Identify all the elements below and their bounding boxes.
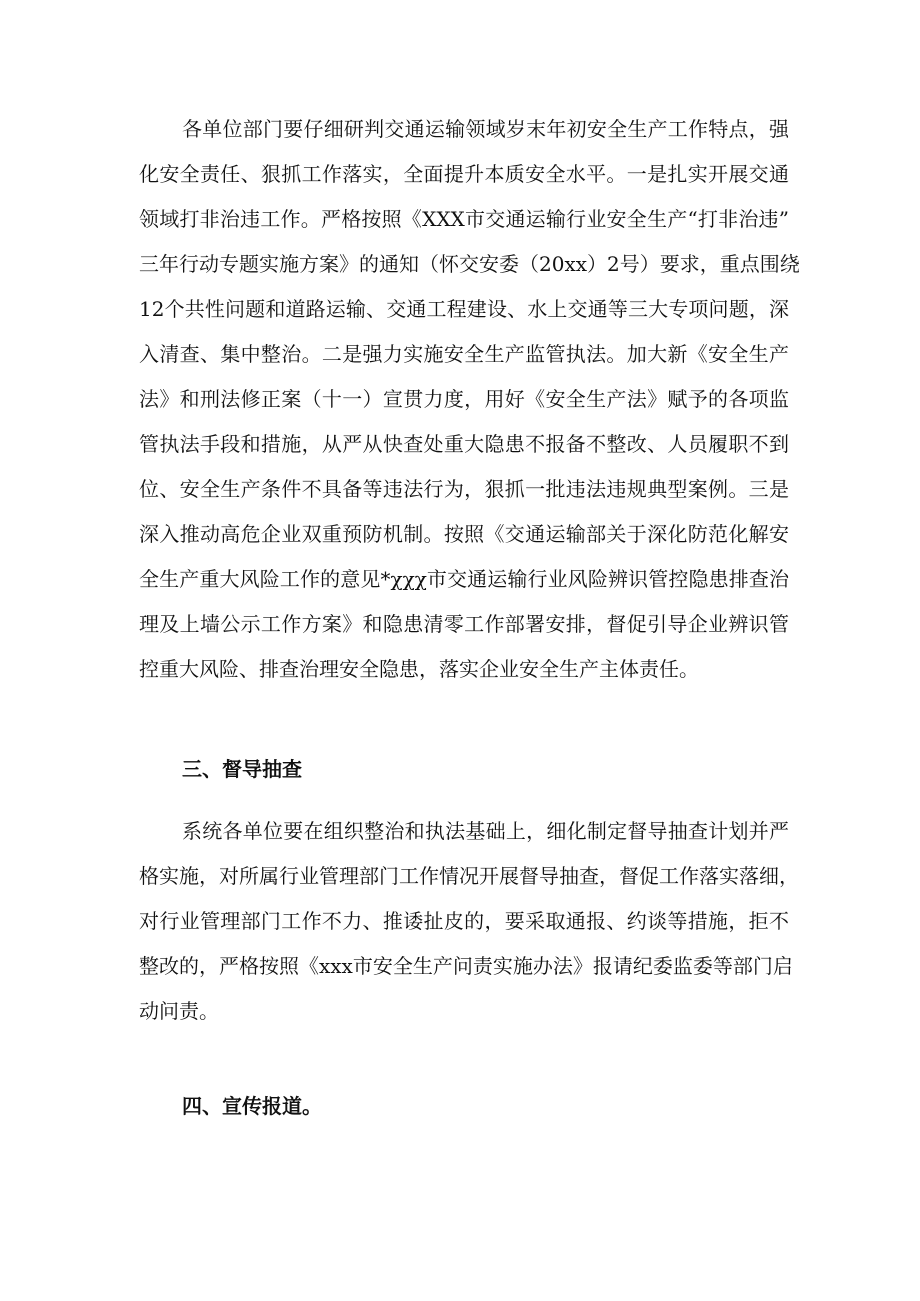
paragraph-line: 理及上墙公示工作方案》和隐患清零工作部署安排，督促引导企业辨识管 [139, 612, 789, 636]
section-heading-supervision: 三、督导抽查 [182, 757, 302, 781]
paragraph-line: 系统各单位要在组织整治和执法基础上，细化制定督导抽查计划并严 [182, 819, 789, 843]
paragraph-line: 化安全责任、狠抓工作落实，全面提升本质安全水平。一是扎实开展交通 [139, 162, 789, 186]
paragraph-line: 整改的，严格按照《xxx市安全生产问责实施办法》报请纪委监委等部门启 [139, 954, 793, 978]
paragraph-line: 法》和刑法修正案（十一）宣贯力度，用好《安全生产法》赋予的各项监 [139, 387, 789, 411]
paragraph-line: 12个共性问题和道路运输、交通工程建设、水上交通等三大专项问题，深 [139, 297, 789, 321]
paragraph-line: 动问责。 [139, 999, 219, 1023]
paragraph-line: 入清查、集中整治。二是强力实施安全生产监管执法。加大新《安全生产 [139, 342, 789, 366]
paragraph-line: 三年行动专题实施方案》的通知（怀交安委（20xx）2号）要求，重点围绕 [139, 252, 800, 276]
paragraph-line: 位、安全生产条件不具备等违法行为，狠抓一批违法违规典型案例。三是 [139, 477, 789, 501]
paragraph-line: 各单位部门要仔细研判交通运输领域岁末年初安全生产工作特点，强 [182, 117, 789, 141]
paragraph-line: 对行业管理部门工作不力、推诿扯皮的，要采取通报、约谈等措施，拒不 [139, 909, 789, 933]
paragraph-line: 全生产重大风险工作的意见*χχχ市交通运输行业风险辨识管控隐患排查治 [139, 567, 789, 591]
paragraph-supervision [139, 809, 799, 1034]
paragraph-line: 领域打非治违工作。严格按照《XXX市交通运输行业安全生产“打非治违” [139, 207, 789, 231]
paragraph-safety-work [139, 107, 800, 692]
paragraph-line: 控重大风险、排查治理安全隐患，落实企业安全生产主体责任。 [139, 657, 699, 681]
paragraph-line: 格实施，对所属行业管理部门工作情况开展督导抽查，督促工作落实落细， [139, 864, 799, 888]
paragraph-line: 深入推动高危企业双重预防机制。按照《交通运输部关于深化防范化解安 [139, 522, 789, 546]
section-heading-publicity: 四、宣传报道。 [182, 1094, 322, 1118]
paragraph-line: 管执法手段和措施，从严从快查处重大隐患不报备不整改、人员履职不到 [139, 432, 789, 456]
